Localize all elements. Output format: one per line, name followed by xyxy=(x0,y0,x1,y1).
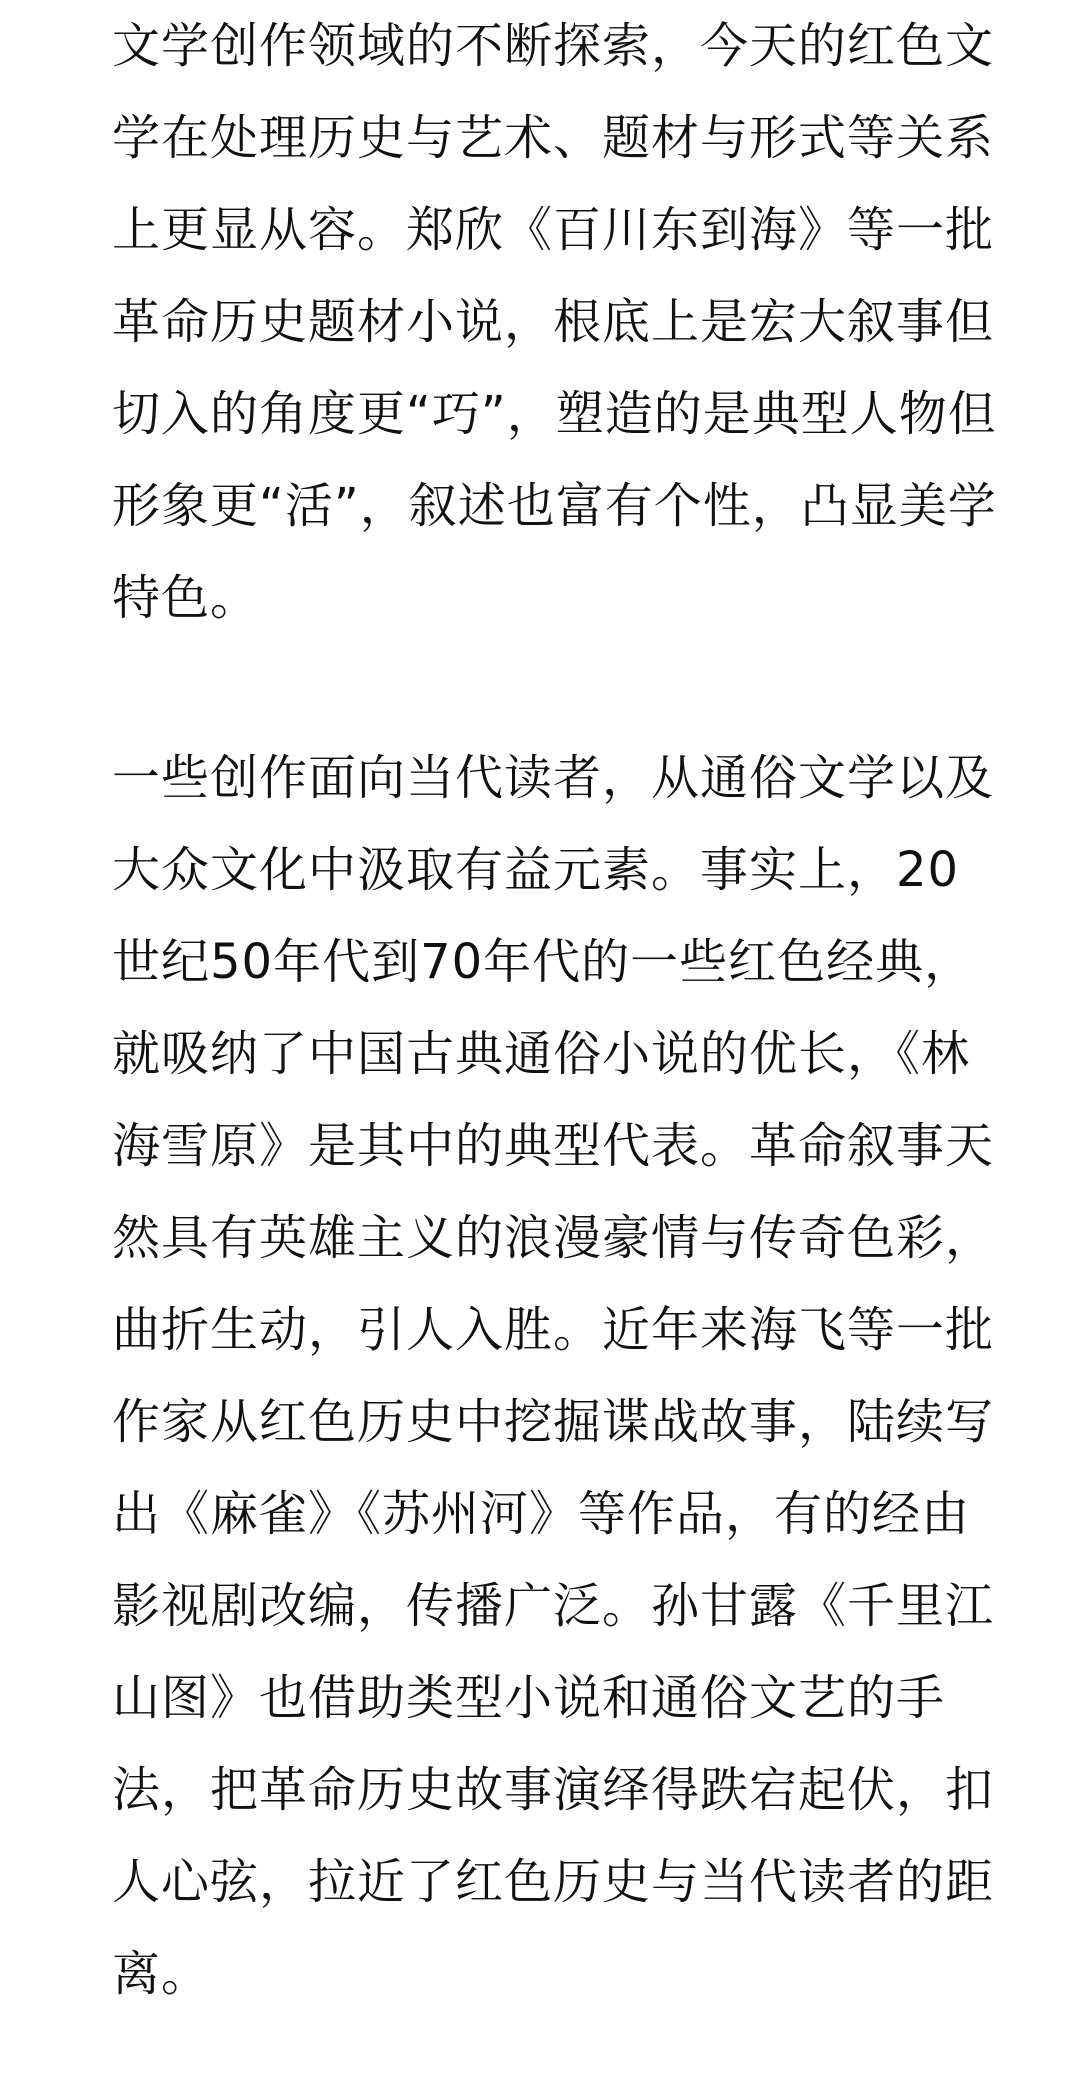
text-line: 一些创作面向当代读者，从通俗文学以及 xyxy=(112,750,995,806)
text-line: 切入的角度更“巧”，塑造的是典型人物但 xyxy=(112,386,997,442)
text-line: 人心弦，拉近了红色历史与当代读者的距 xyxy=(112,1854,995,1910)
text-line: 文学创作领域的不断探索，今天的红色文 xyxy=(112,18,995,74)
text-line: 然具有英雄主义的浪漫豪情与传奇色彩， xyxy=(112,1210,995,1266)
paragraph-2 xyxy=(112,732,995,2020)
paragraph-1 xyxy=(112,0,997,644)
text-line: 曲折生动，引人入胜。近年来海飞等一批 xyxy=(112,1302,995,1358)
text-line: 上更显从容。郑欣《百川东到海》等一批 xyxy=(112,202,995,258)
text-line: 特色。 xyxy=(112,570,260,626)
text-line: 学在处理历史与艺术、题材与形式等关系 xyxy=(112,110,995,166)
text-line: 出《麻雀》《苏州河》等作品，有的经由 xyxy=(112,1486,971,1542)
text-line: 形象更“活”，叙述也富有个性，凸显美学 xyxy=(112,478,997,534)
text-line: 山图》也借助类型小说和通俗文艺的手 xyxy=(112,1670,946,1726)
text-line: 革命历史题材小说，根底上是宏大叙事但 xyxy=(112,294,995,350)
text-line: 影视剧改编，传播广泛。孙甘露《千里江 xyxy=(112,1578,995,1634)
text-line: 离。 xyxy=(112,1946,211,2002)
text-line: 作家从红色历史中挖掘谍战故事，陆续写 xyxy=(112,1394,995,1450)
text-line: 大众文化中汲取有益元素。事实上，20 xyxy=(112,842,960,898)
text-line: 海雪原》是其中的典型代表。革命叙事天 xyxy=(112,1118,995,1174)
text-line: 法，把革命历史故事演绎得跌宕起伏，扣 xyxy=(112,1762,995,1818)
text-line: 就吸纳了中国古典通俗小说的优长，《林 xyxy=(112,1026,971,1082)
text-line: 世纪50年代到70年代的一些红色经典， xyxy=(112,934,974,990)
